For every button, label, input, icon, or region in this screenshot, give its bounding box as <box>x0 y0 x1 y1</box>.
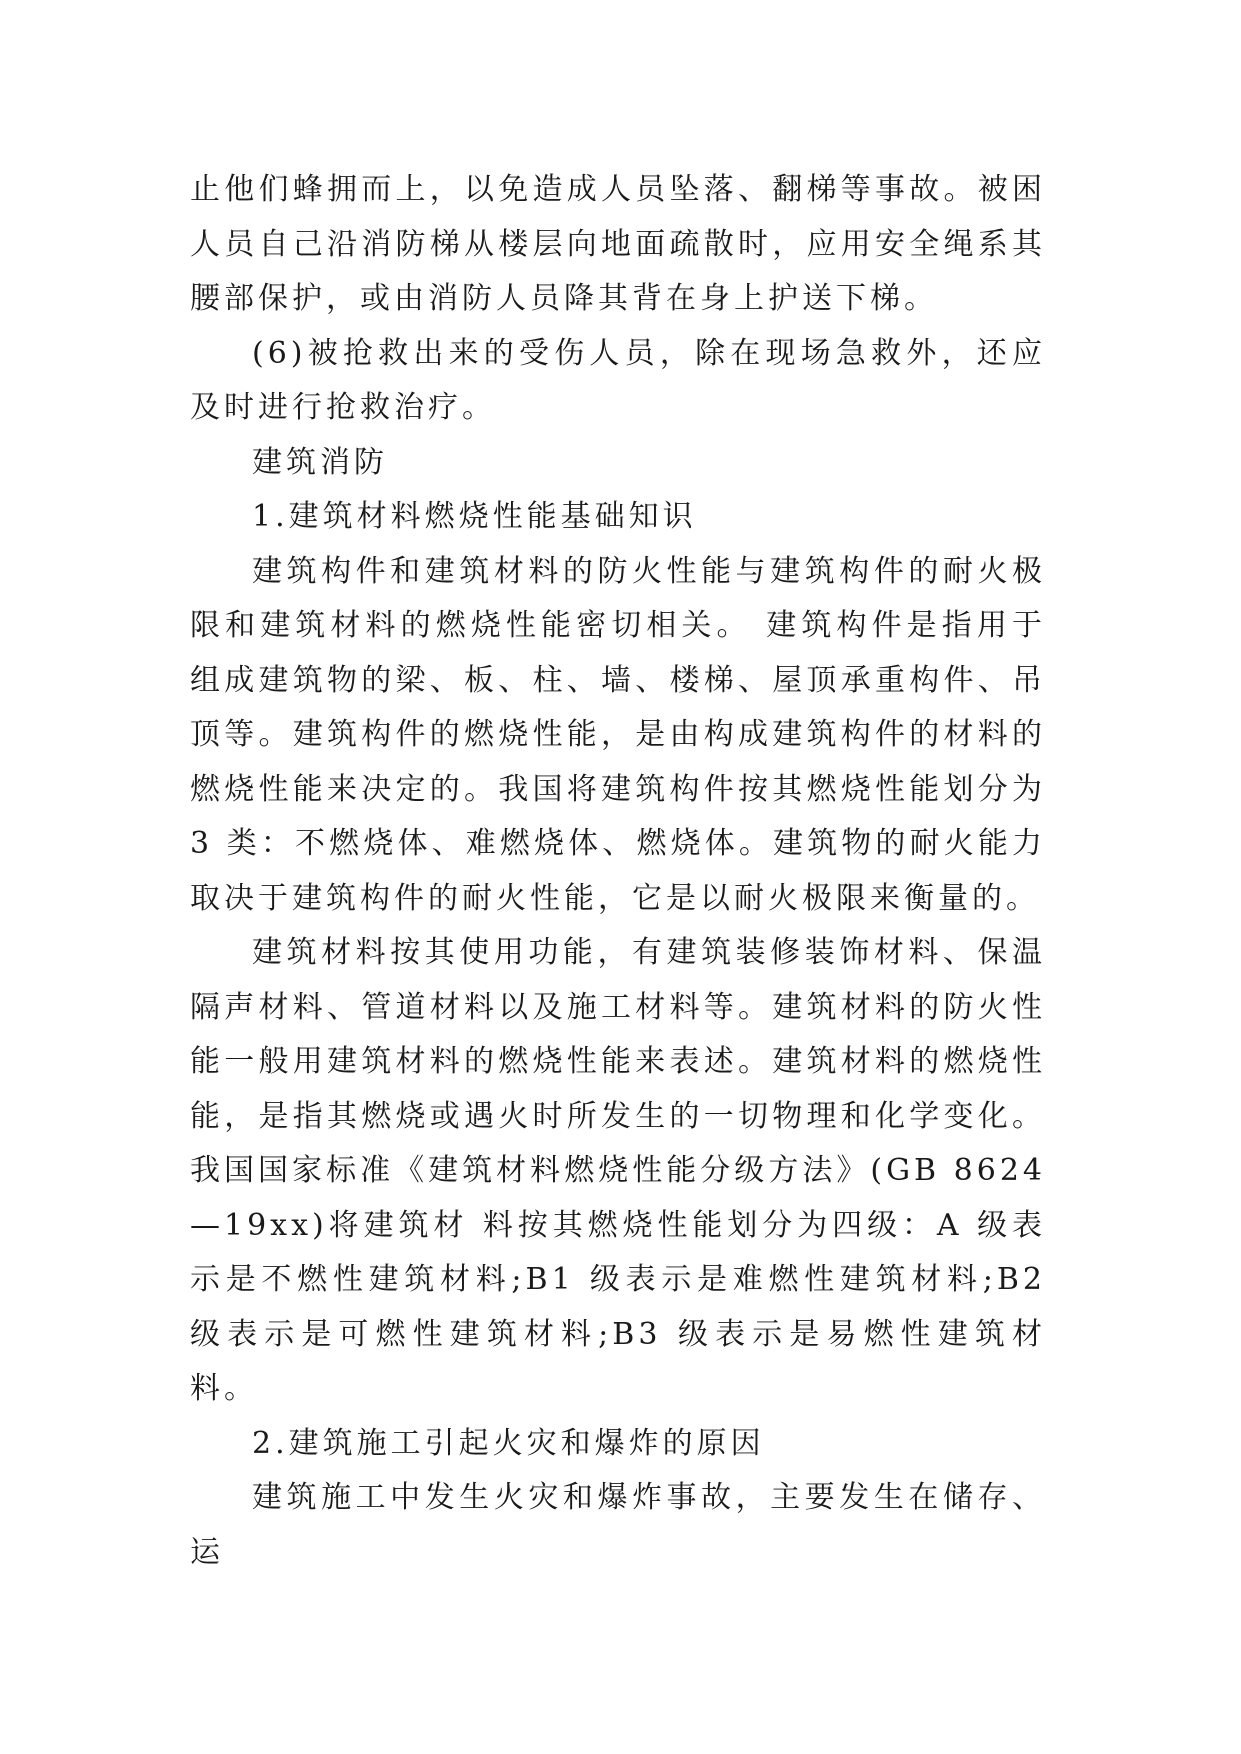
paragraph-injured-treatment: (6)被抢救出来的受伤人员，除在现场急救外，还应及时进行抢救治疗。 <box>190 335 1046 425</box>
paragraph-construction-fires: 建筑施工中发生火灾和爆炸事故，主要发生在储存、运 <box>190 1480 1046 1570</box>
section-heading-building-fire: 建筑消防 <box>252 444 388 480</box>
paragraph-building-materials: 建筑材料按其使用功能，有建筑装修装饰材料、保温隔声材料、管道材料以及施工材料等。建筑材料的防火性能一般用建筑材料的燃烧性能来表述。建筑材料的燃烧性能，是指其燃烧或遇火时所发生的一切物理和化学变化。我国国家标准《建筑材料燃烧性能分级方法》(GB 8624—19xx)将建筑材 料按其燃烧性能划分为四级：A 级表示是不燃性建筑材料;B1 级表示是难燃性建筑材料;B2 级表示是可燃性建筑材料;B3 级表示是易燃性建筑材料。 <box>190 935 1046 1406</box>
subheading-fire-causes: 2.建筑施工引起火灾和爆炸的原因 <box>252 1425 765 1461</box>
paragraph-building-components: 建筑构件和建筑材料的防火性能与建筑构件的耐火极限和建筑材料的燃烧性能密切相关。 建筑构件是指用于组成建筑物的梁、板、柱、墙、楼梯、屋顶承重构件、吊顶等。建筑构件的燃烧性能，是由构成建筑构件的材料的燃烧性能来决定的。我国将建筑构件按其燃烧性能划分为 3 类：不燃烧体、难燃烧体、燃烧体。建筑物的耐火能力取决于建筑构件的耐火性能，它是以耐火极限来衡量的。 <box>190 553 1046 916</box>
paragraph-rescue-ladder: 止他们蜂拥而上，以免造成人员坠落、翻梯等事故。被困人员自己沿消防梯从楼层向地面疏散时，应用安全绳系其腰部保护，或由消防人员降其背在身上护送下梯。 <box>190 172 1046 316</box>
body-text <box>190 163 1046 1580</box>
subheading-material-combustion: 1.建筑材料燃烧性能基础知识 <box>252 499 697 534</box>
